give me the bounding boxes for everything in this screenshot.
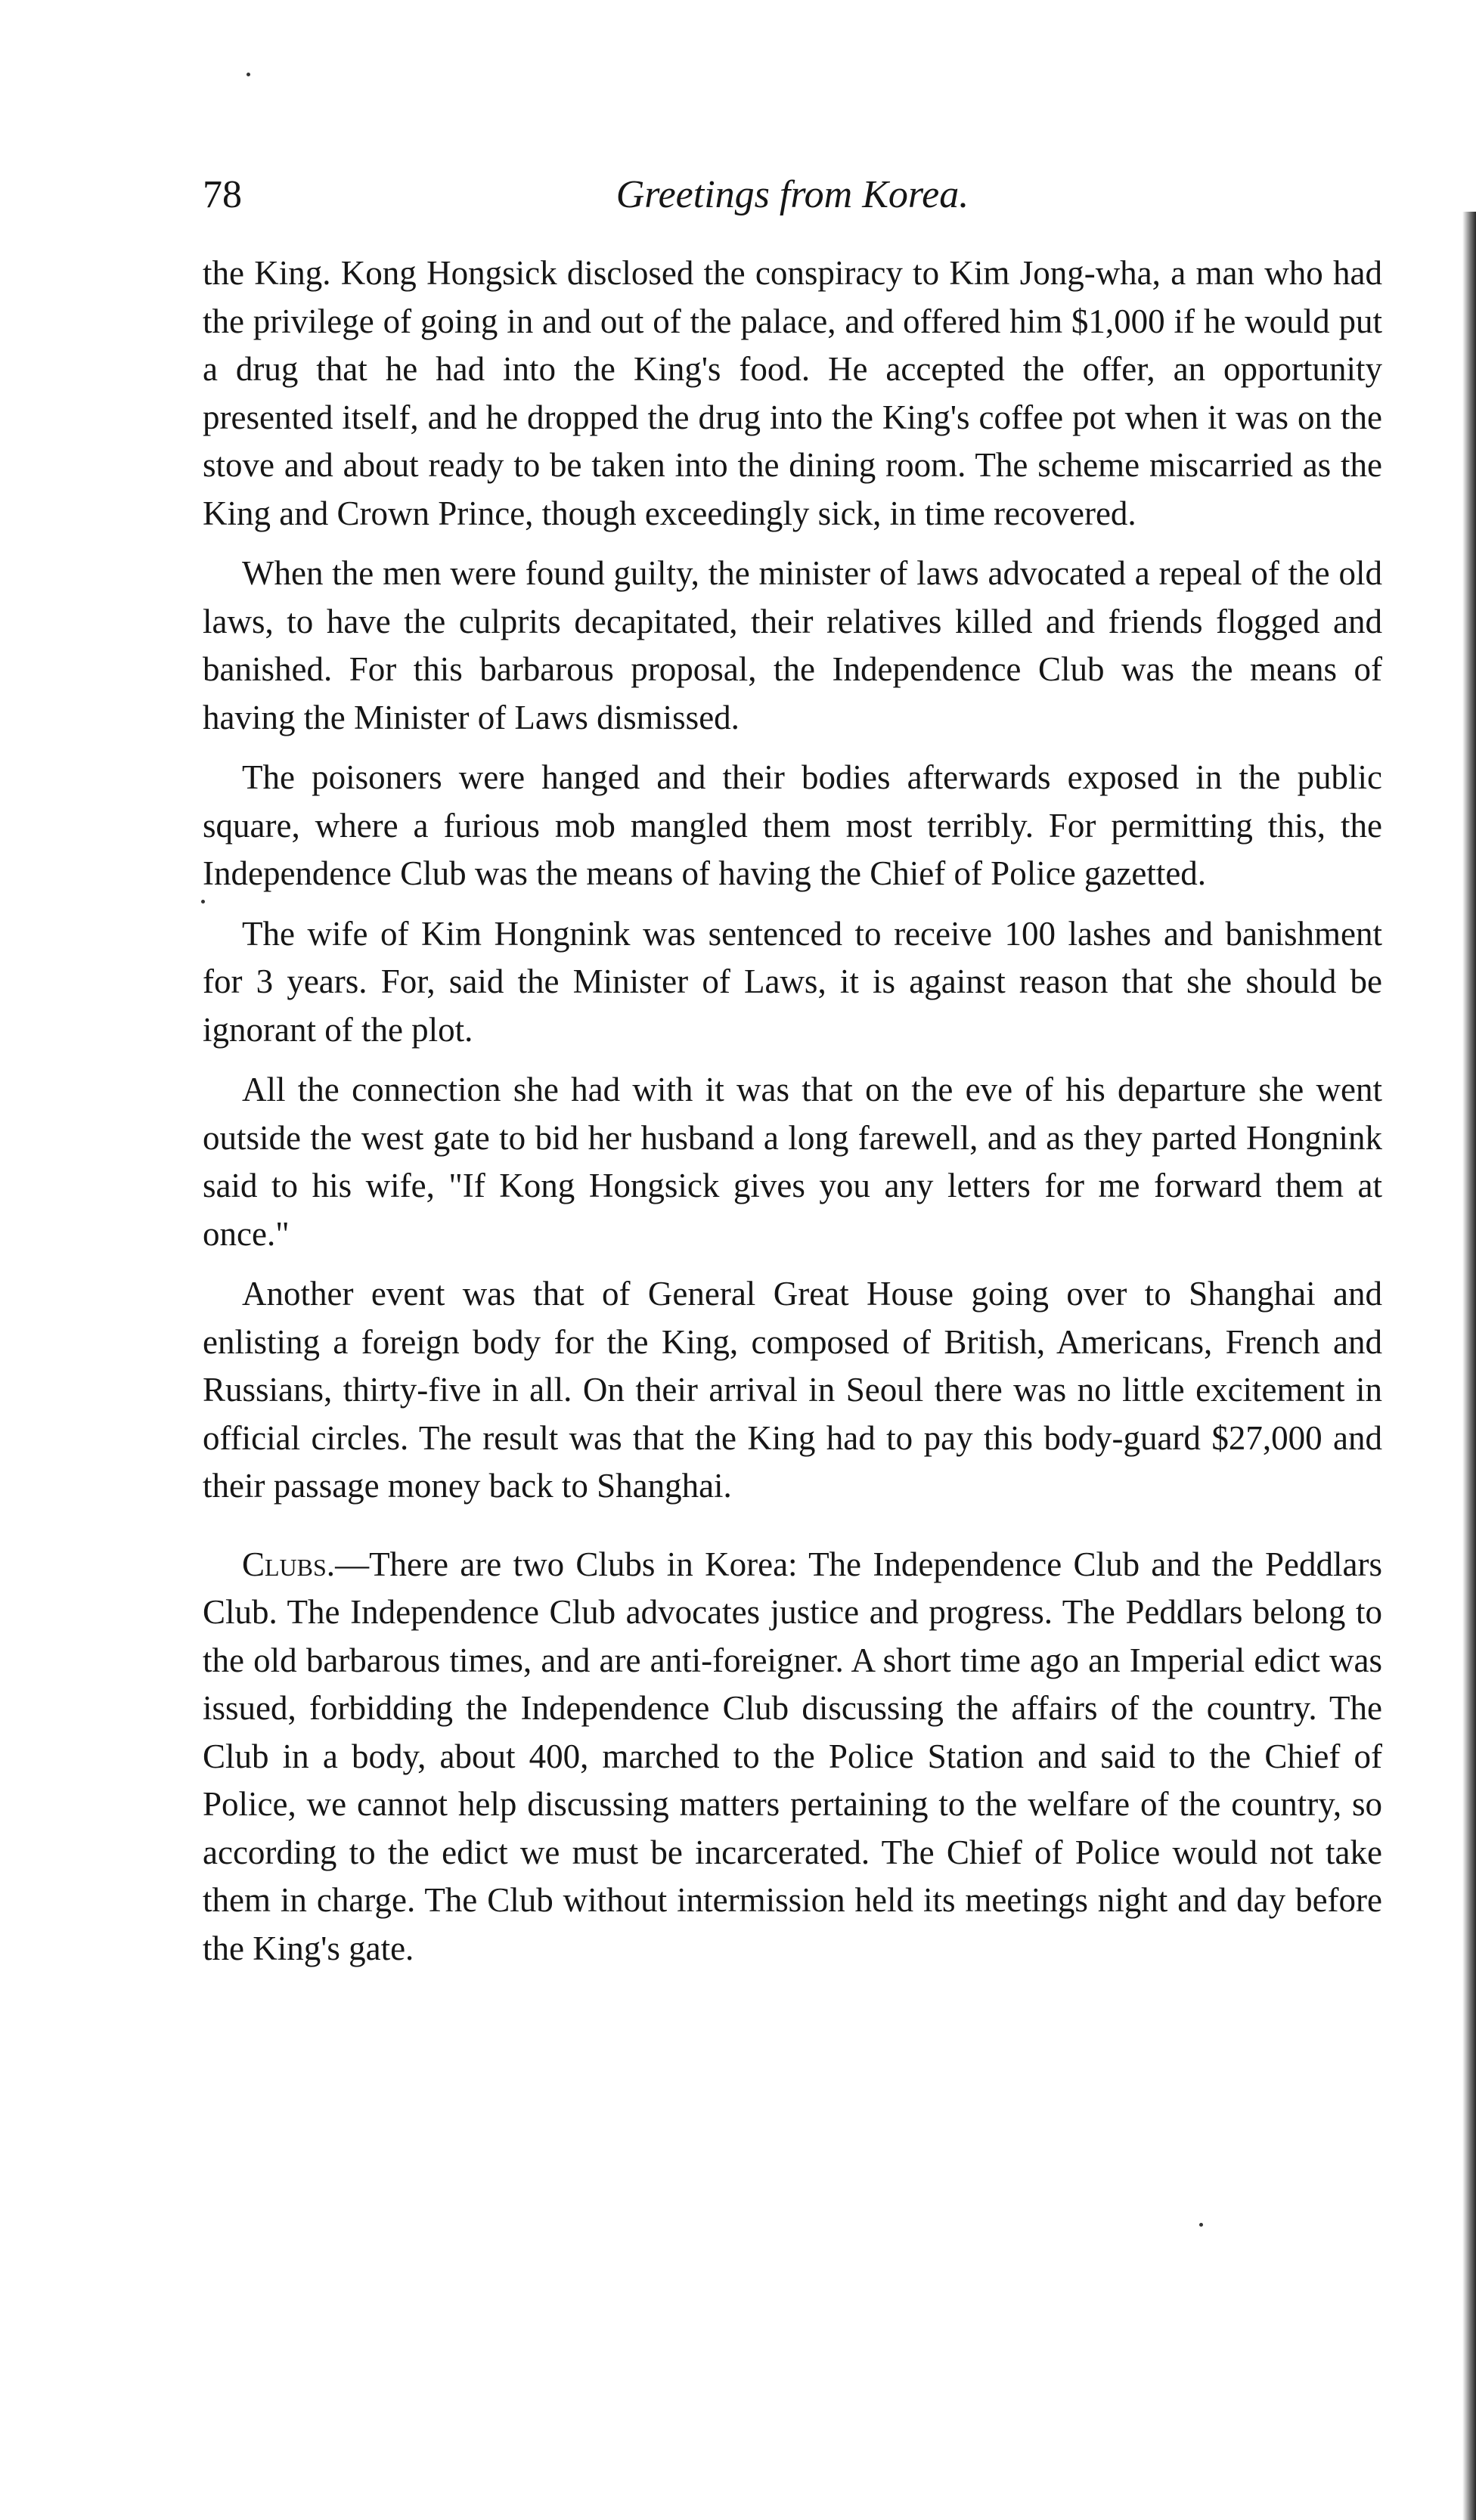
paragraph-minister-of-laws: When the men were found guilty, the minister of laws advocated a repeal of the old laws, to have the culprits decapitated, their relatives killed and friends flogged and banished. For this barbarous proposal, the Independence Club was the means of having the Minister of Laws dismissed. [203, 554, 1382, 736]
paragraph-poison-plot: the King. Kong Hongsick disclosed the conspiracy to Kim Jong-wha, a man who had the privilege of going in and out of the palace, and offered him $1,000 if he would put a drug that he had into the King's food. He accepted the offer, an opportunity presented itself, and he dropped the drug into the King's coffee pot when it was on the stove and about ready to be taken into the dining room. The scheme miscarried as the King and Crown Prince, though exceedingly sick, in time recovered. [203, 254, 1382, 532]
paragraph-connection: All the connection she had with it was that on the eve of his departure she went outside the west gate to bid her husband a long farewell, and as they parted Hongnink said to his wife, "If Kong Hongsick gives you any letters for me forward them at once." [203, 1071, 1382, 1253]
paragraph-poisoners-hanged: The poisoners were hanged and their bodies afterwards exposed in the public square, where a furious mob mangled them most terribly. For permitting this, the Independence Club was the means of having the Chief of Police gazetted. [203, 758, 1382, 892]
page-body [203, 250, 1382, 1985]
page-header [203, 165, 1382, 225]
page-edge-shadow [1462, 212, 1476, 2520]
paragraph-clubs: Clubs.—There are two Clubs in Korea: The Independence Club and the Peddlars Club. The Independence Club advocates justice and progress. The Peddlars belong to the old barbarous times, and are anti-foreigner. A short time ago an Imperial edict was issued, forbidding the Independence Club discussing the affairs of the country. The Club in a body, about 400, marched to the Police Station and said to the Chief of Police, we cannot help discussing matters pertaining to the welfare of the country, so according to the edict we must be incarcerated. The Chief of Police would not take them in charge. The Club without intermission held its meetings night and day before the King's gate. [203, 1545, 1382, 1967]
page-number: 78 [203, 173, 242, 216]
scan-speck [1199, 2223, 1203, 2227]
paragraph-wife-sentenced: The wife of Kim Hongnink was sentenced to receive 100 lashes and banishment for 3 years. For, said the Minister of Laws, it is against reason that she should be ignorant of the plot. [203, 914, 1382, 1049]
scan-speck [247, 73, 250, 76]
running-title: Greetings from Korea. [616, 173, 969, 216]
section-heading-clubs: Clubs. [242, 1545, 336, 1583]
paragraph-foreign-guard: Another event was that of General Great House going over to Shanghai and enlisting a foreign body for the King, composed of British, Americans, French and Russians, thirty-five in all. On their arrival in Seoul there was no little excitement in official circles. The result was that the King had to pay this body-guard $27,000 and their passage money back to Shanghai. [203, 1275, 1382, 1505]
scan-speck [201, 900, 205, 904]
